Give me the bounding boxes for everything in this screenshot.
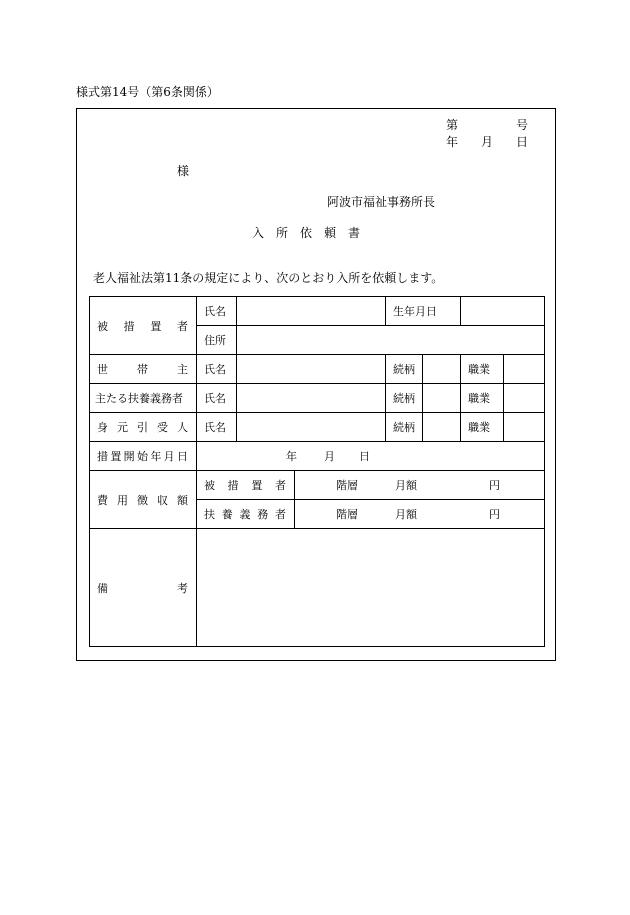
form-number-label: 様式第14号（第6条関係）: [76, 85, 219, 99]
label-shimei: 氏名: [197, 355, 237, 384]
date-month: 月: [481, 135, 494, 149]
recipient-sama: 様: [177, 164, 190, 178]
address-field[interactable]: [237, 326, 545, 355]
label-fuyo-gimusha: 主たる扶養義務者: [90, 384, 197, 413]
label-hisochisha: 被措置者: [90, 297, 197, 355]
label-biko: 備考: [90, 529, 197, 647]
fuyo-occupation-field[interactable]: [504, 384, 545, 413]
setainushi-occupation-field[interactable]: [504, 355, 545, 384]
hikiukenin-occupation-field[interactable]: [504, 413, 545, 442]
label-shokugyo: 職業: [461, 355, 504, 384]
label-setainushi: 世帯主: [90, 355, 197, 384]
date-year: 年: [446, 135, 459, 149]
label-kaiso: 階層: [336, 508, 358, 521]
issuer-name: 阿波市福祉事務所長: [327, 195, 436, 209]
start-date-month: 月: [324, 450, 335, 463]
remarks-field[interactable]: [197, 529, 545, 647]
hikiukenin-relation-field[interactable]: [423, 413, 461, 442]
request-table: [89, 296, 545, 647]
label-zokugara: 続柄: [386, 355, 423, 384]
label-fee-fuyo: 扶養義務者: [197, 500, 295, 529]
number-go: 号: [516, 118, 529, 132]
hisochisha-name-field[interactable]: [237, 297, 386, 326]
label-mimoto-hikiukenin: 身元引受人: [90, 413, 197, 442]
label-en: 円: [489, 479, 500, 492]
statement: 老人福祉法第11条の規定により、次のとおり入所を依頼します。: [93, 271, 444, 285]
date-day: 日: [516, 135, 529, 149]
label-en: 円: [489, 508, 500, 521]
fuyo-name-field[interactable]: [237, 384, 386, 413]
label-jusho: 住所: [197, 326, 237, 355]
number-dai: 第: [446, 118, 459, 132]
label-zokugara: 続柄: [386, 384, 423, 413]
fuyo-relation-field[interactable]: [423, 384, 461, 413]
start-date-day: 日: [359, 450, 370, 463]
label-kaiso: 階層: [336, 479, 358, 492]
start-date-field[interactable]: [197, 442, 545, 471]
label-shokugyo: 職業: [461, 384, 504, 413]
setainushi-name-field[interactable]: [237, 355, 386, 384]
label-sochi-kaishi: 措置開始年月日: [90, 442, 197, 471]
label-hiyo-choshu: 費用徴収額: [90, 471, 197, 529]
label-shokugyo: 職業: [461, 413, 504, 442]
label-shimei: 氏名: [197, 413, 237, 442]
label-shimei: 氏名: [197, 384, 237, 413]
label-shimei: 氏名: [197, 297, 237, 326]
label-seinengappi: 生年月日: [386, 297, 461, 326]
start-date-year: 年: [286, 450, 297, 463]
fee-hisochisha-field[interactable]: [295, 471, 545, 500]
document-title: 入 所 依 頼 書: [252, 226, 361, 240]
label-getsugaku: 月額: [395, 508, 417, 521]
hikiukenin-name-field[interactable]: [237, 413, 386, 442]
label-fee-hisochisha: 被措置者: [197, 471, 295, 500]
label-zokugara: 続柄: [386, 413, 423, 442]
birthdate-field[interactable]: [461, 297, 545, 326]
label-getsugaku: 月額: [395, 479, 417, 492]
setainushi-relation-field[interactable]: [423, 355, 461, 384]
fee-fuyo-field[interactable]: [295, 500, 545, 529]
